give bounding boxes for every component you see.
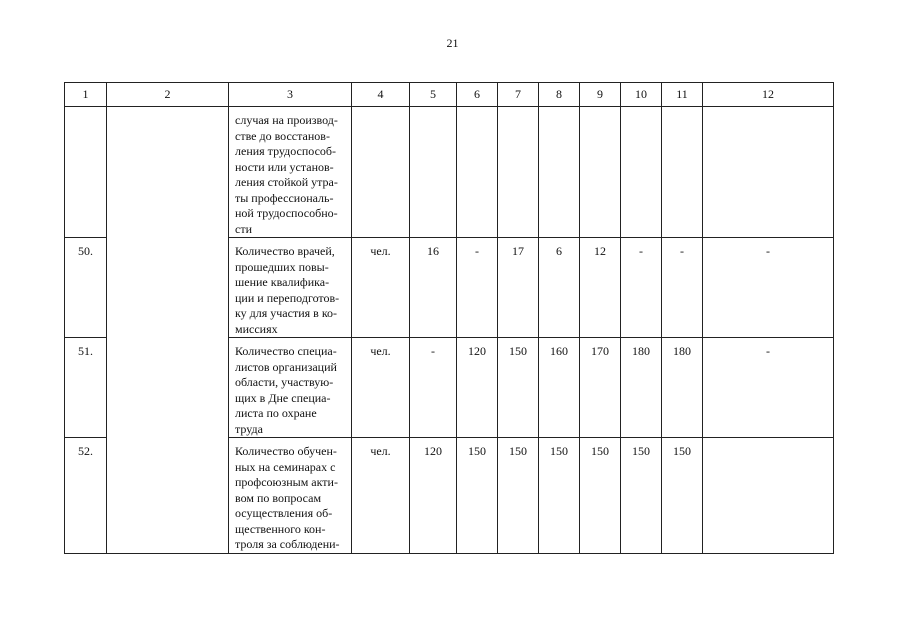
header-cell: 2 xyxy=(107,83,229,107)
row-value: - xyxy=(410,338,457,438)
row-value xyxy=(457,107,498,238)
row-description: Количество врачей, прошедших повы- шение квалифика- ции и переподготов- ку для участия в ко- миссиях xyxy=(229,238,352,338)
row-unit xyxy=(352,107,410,238)
indicators-table xyxy=(64,82,834,554)
header-cell: 5 xyxy=(410,83,457,107)
header-cell: 4 xyxy=(352,83,410,107)
row-value: - xyxy=(662,238,703,338)
table-row xyxy=(65,107,834,238)
row-number: 51. xyxy=(65,338,107,438)
header-cell: 11 xyxy=(662,83,703,107)
header-cell: 1 xyxy=(65,83,107,107)
row-value: 16 xyxy=(410,238,457,338)
row-value: 150 xyxy=(498,338,539,438)
row-value: 120 xyxy=(410,438,457,554)
row-number: 52. xyxy=(65,438,107,554)
row-value xyxy=(580,107,621,238)
row-value: 150 xyxy=(539,438,580,554)
row-value xyxy=(498,107,539,238)
row-value: 170 xyxy=(580,338,621,438)
row-value: - xyxy=(621,238,662,338)
row-value xyxy=(662,107,703,238)
header-cell: 12 xyxy=(703,83,834,107)
header-cell: 9 xyxy=(580,83,621,107)
row-value: 6 xyxy=(539,238,580,338)
header-row xyxy=(65,83,834,107)
row-value: 17 xyxy=(498,238,539,338)
row-unit: чел. xyxy=(352,438,410,554)
row-value: 150 xyxy=(580,438,621,554)
page-number: 21 xyxy=(446,36,459,50)
row-col12 xyxy=(703,438,834,554)
row-unit: чел. xyxy=(352,338,410,438)
row-value xyxy=(410,107,457,238)
row-value: 150 xyxy=(457,438,498,554)
row-unit: чел. xyxy=(352,238,410,338)
row-value xyxy=(539,107,580,238)
row-value: 120 xyxy=(457,338,498,438)
row-value: 180 xyxy=(662,338,703,438)
row-value xyxy=(621,107,662,238)
row-description: случая на производ- стве до восстанов- ления трудоспособ- ности или установ- ления стойкой утра- ты профессиональ- ной трудоспособно- сти xyxy=(229,107,352,238)
row-value: - xyxy=(457,238,498,338)
header-cell: 3 xyxy=(229,83,352,107)
row-col12: - xyxy=(703,238,834,338)
row-value: 150 xyxy=(662,438,703,554)
row-number: 50. xyxy=(65,238,107,338)
header-cell: 10 xyxy=(621,83,662,107)
row-value: 180 xyxy=(621,338,662,438)
row-col12: - xyxy=(703,338,834,438)
row-number xyxy=(65,107,107,238)
header-cell: 6 xyxy=(457,83,498,107)
header-cell: 7 xyxy=(498,83,539,107)
row-description: Количество обучен- ных на семинарах с профсоюзным акти- вом по вопросам осуществления об- щественного кон- троля за соблюдени- xyxy=(229,438,352,554)
merged-column-2-cell xyxy=(107,107,229,554)
row-value: 160 xyxy=(539,338,580,438)
row-value: 12 xyxy=(580,238,621,338)
header-cell: 8 xyxy=(539,83,580,107)
row-value: 150 xyxy=(621,438,662,554)
row-description: Количество специа- листов организаций области, участвую- щих в Дне специа- листа по охране труда xyxy=(229,338,352,438)
row-col12 xyxy=(703,107,834,238)
row-value: 150 xyxy=(498,438,539,554)
